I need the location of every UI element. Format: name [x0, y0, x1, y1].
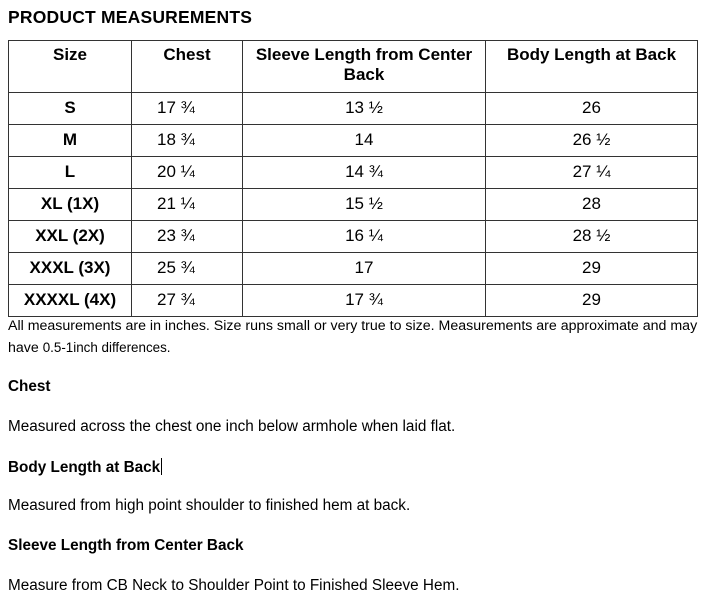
cell-chest: 20 ¼: [132, 157, 243, 189]
cell-body-length: 26 ½: [486, 125, 698, 157]
sleeve-length-heading: Sleeve Length from Center Back: [8, 537, 244, 554]
cell-sleeve: 17 ¾: [243, 285, 486, 317]
table-row: [9, 221, 698, 253]
note-tail-text: 0.5-1inch differences.: [42, 340, 171, 355]
measurement-note: [8, 316, 713, 359]
cell-chest: 27 ¾: [132, 285, 243, 317]
cell-body-length: 26: [486, 93, 698, 125]
header-sleeve-length: Sleeve Length from Center Back: [243, 41, 486, 93]
table-row: [9, 253, 698, 285]
cell-sleeve: 17: [243, 253, 486, 285]
table-row: [9, 285, 698, 317]
cell-body-length: 27 ¼: [486, 157, 698, 189]
chest-heading: Chest: [8, 378, 51, 395]
cell-size: L: [9, 157, 132, 189]
header-size: Size: [9, 41, 132, 93]
cell-sleeve: 15 ½: [243, 189, 486, 221]
table-row: [9, 93, 698, 125]
cell-chest: 17 ¾: [132, 93, 243, 125]
cell-chest: 18 ¾: [132, 125, 243, 157]
cell-chest: 21 ¼: [132, 189, 243, 221]
cell-sleeve: 14: [243, 125, 486, 157]
cell-body-length: 29: [486, 285, 698, 317]
cell-body-length: 28: [486, 189, 698, 221]
page-title: PRODUCT MEASUREMENTS: [8, 7, 253, 27]
table-header-row: [9, 41, 698, 93]
header-body-length: Body Length at Back: [486, 41, 698, 93]
cell-sleeve: 13 ½: [243, 93, 486, 125]
chest-description: Measured across the chest one inch below armhole when laid flat.: [8, 418, 456, 435]
measurements-table: [8, 40, 698, 317]
cell-body-length: 28 ½: [486, 221, 698, 253]
body-length-description: Measured from high point shoulder to finished hem at back.: [8, 497, 411, 514]
cell-size: S: [9, 93, 132, 125]
cell-chest: 23 ¾: [132, 221, 243, 253]
text-cursor: [161, 458, 162, 475]
cell-chest: 25 ¾: [132, 253, 243, 285]
cell-size: XXXXL (4X): [9, 285, 132, 317]
sleeve-length-description: Measure from CB Neck to Shoulder Point to Finished Sleeve Hem.: [8, 577, 460, 594]
table-row: [9, 125, 698, 157]
note-main-text: All measurements are in inches. Size runs small or very true to size. Measurements are approximate and may have: [8, 318, 698, 356]
header-chest: Chest: [132, 41, 243, 93]
cell-sleeve: 14 ¾: [243, 157, 486, 189]
body-length-heading-text: Body Length at Back: [8, 459, 161, 476]
cell-size: XXXL (3X): [9, 253, 132, 285]
body-length-heading: [8, 458, 162, 477]
table-row: [9, 189, 698, 221]
cell-size: XL (1X): [9, 189, 132, 221]
cell-body-length: 29: [486, 253, 698, 285]
cell-sleeve: 16 ¼: [243, 221, 486, 253]
cell-size: M: [9, 125, 132, 157]
cell-size: XXL (2X): [9, 221, 132, 253]
table-row: [9, 157, 698, 189]
